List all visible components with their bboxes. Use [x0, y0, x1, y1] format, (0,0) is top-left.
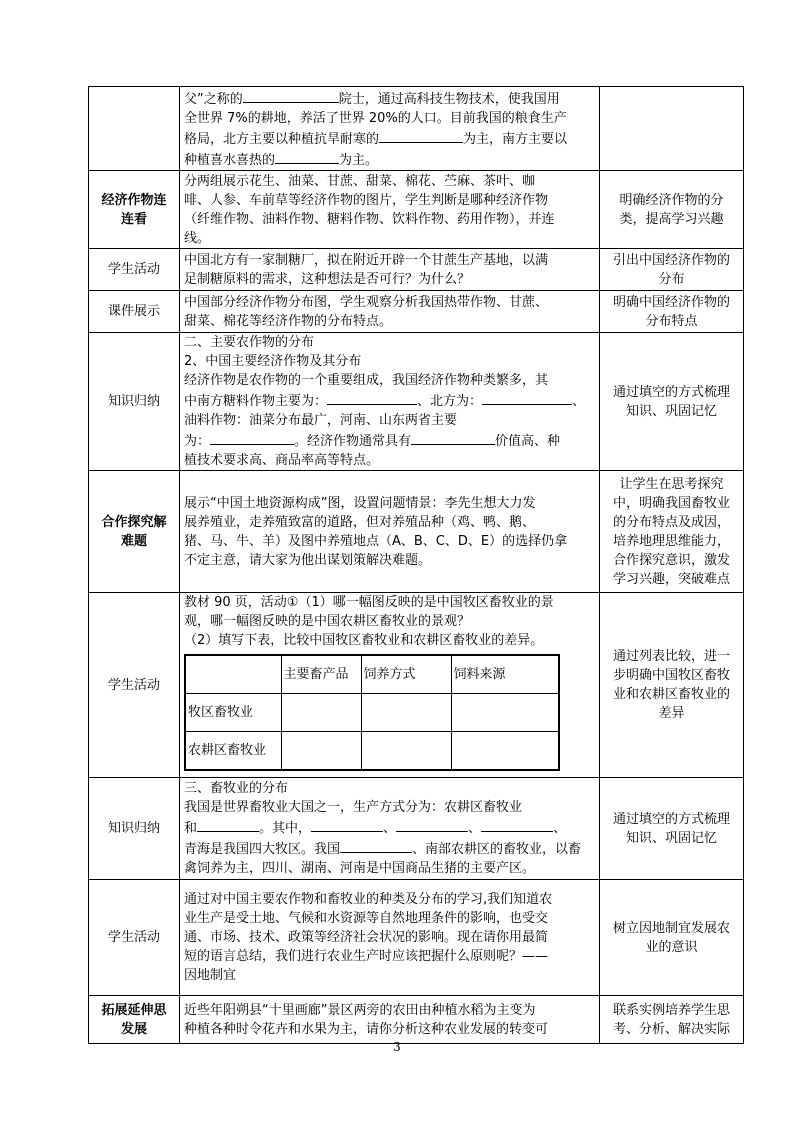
comparison-row-label: 牧区畜牧业 — [185, 694, 281, 732]
section-label: 知识归纳 — [107, 821, 160, 836]
table-row — [89, 171, 744, 249]
table-row — [89, 333, 744, 471]
design-intent-line: 业和农耕区畜牧业的 — [612, 687, 730, 702]
text-line — [184, 390, 595, 411]
comparison-answer-cell[interactable] — [361, 694, 451, 732]
design-intent-cell — [600, 471, 744, 593]
text-segment: 2、中国主要经济作物及其分布 — [184, 354, 362, 369]
lesson-plan-table — [88, 86, 744, 1044]
design-intent-cell — [600, 87, 744, 171]
comparison-answer-cell[interactable] — [361, 732, 451, 771]
design-intent-cell — [600, 593, 744, 778]
fill-in-blank[interactable] — [327, 390, 417, 405]
text-segment: 。其中， — [259, 821, 312, 836]
text-segment: 院士，通过高科技生物技术，使我国用 — [338, 91, 560, 107]
text-line — [184, 513, 595, 532]
text-line — [184, 494, 595, 513]
activity-content-cell — [180, 171, 600, 249]
design-intent-line: 步明确中国牧区畜牧 — [612, 668, 730, 683]
text-segment: 通、市场、技术、政策等经济社会状况的影响。现在请你用最简 — [184, 930, 549, 945]
text-line — [184, 191, 595, 210]
section-label-cell — [89, 249, 180, 291]
table-row — [89, 778, 744, 880]
section-label: 合作探究解 难题 — [101, 514, 167, 549]
table-row — [89, 291, 744, 333]
text-segment: 二、主要农作物的分布 — [184, 335, 315, 350]
comparison-answer-cell[interactable] — [281, 732, 361, 771]
text-line — [184, 612, 595, 631]
design-intent-line: 差异 — [658, 706, 685, 721]
text-line — [184, 532, 595, 551]
comparison-table — [184, 654, 560, 771]
text-segment: 短的语言总结，我们进行农业生产时应该把握什么原则呢？—— — [184, 949, 549, 964]
design-intent-cell — [600, 333, 744, 471]
text-segment: 为主。 — [339, 152, 379, 168]
text-line — [184, 430, 595, 451]
fill-in-blank[interactable] — [197, 817, 259, 832]
section-label-cell — [89, 593, 180, 778]
text-line — [184, 928, 595, 947]
text-segment: 中国北方有一家制糖厂，拟在附近开辟一个甘蔗生产基地，以满 — [184, 252, 549, 268]
design-intent-line: 通过填空的方式梳理 — [612, 811, 730, 827]
text-line — [184, 371, 595, 390]
fill-in-blank[interactable] — [275, 149, 339, 164]
text-line — [184, 947, 595, 966]
activity-content-cell — [180, 880, 600, 996]
text-line — [184, 333, 595, 352]
text-segment: 青海是我国四大牧区。我国 — [184, 842, 341, 857]
text-segment: 、 — [468, 821, 482, 836]
design-intent-line: 的分布特点及成因， — [612, 514, 730, 530]
design-intent-line: 中，明确我国畜牧业 — [612, 495, 730, 511]
text-segment: 、 — [553, 821, 567, 836]
text-segment: 为： — [184, 434, 211, 449]
activity-content-cell — [180, 593, 600, 778]
table-row — [89, 87, 744, 171]
fill-in-blank[interactable] — [396, 817, 468, 832]
design-intent-line: 分布特点 — [645, 313, 698, 329]
text-segment: 全世界 7%的耕地，养活了世界 20%的人口。目前我国的粮食生产 — [184, 110, 567, 126]
text-segment: 、 — [383, 821, 397, 836]
text-segment: 父”之称的 — [184, 91, 243, 107]
text-segment: 通过对中国主要农作物和畜牧业的种类及分布的学习,我们知道农 — [184, 892, 553, 907]
fill-in-blank[interactable] — [340, 838, 412, 853]
table-row — [89, 996, 744, 1044]
text-segment: 中南方糖料作物主要为： — [184, 394, 328, 409]
design-intent-cell — [600, 778, 744, 880]
fill-in-blank[interactable] — [311, 817, 383, 832]
fill-in-blank[interactable] — [411, 430, 495, 445]
fill-in-blank[interactable] — [210, 430, 294, 445]
page-number: 3 — [393, 1040, 401, 1054]
text-segment: 分两组展示花生、油菜、甘蔗、甜菜、棉花、苎麻、茶叶、咖 — [184, 173, 536, 189]
text-line — [184, 251, 595, 270]
text-line — [184, 109, 595, 128]
section-label: 学生活动 — [107, 677, 160, 693]
design-intent-cell — [600, 249, 744, 291]
text-line — [184, 352, 595, 371]
text-segment: 甜菜、棉花等经济作物的分布特点。 — [184, 313, 393, 329]
text-line — [184, 1001, 595, 1020]
text-line — [184, 229, 595, 248]
design-intent-cell — [600, 171, 744, 249]
table-row — [89, 593, 744, 778]
text-segment: 近些年阳朔县“十里画廊”景区两旁的农田由种植水稻为主变为 — [184, 1002, 536, 1018]
section-label: 课件展示 — [107, 304, 160, 319]
text-line — [184, 779, 595, 798]
text-line — [184, 293, 595, 312]
comparison-header-cell: 主要畜产品 — [281, 655, 361, 694]
design-intent-line: 树立因地制宜发展农 — [612, 920, 730, 936]
section-label: 学生活动 — [107, 930, 160, 945]
section-label-cell — [89, 87, 180, 171]
text-line — [184, 966, 595, 985]
text-segment: 植技术要求高、商品率高等特点。 — [184, 453, 380, 468]
design-intent-line: 明确经济作物的分 — [619, 192, 724, 208]
design-intent-line: 类，提高学习兴趣 — [619, 211, 724, 227]
comparison-answer-cell[interactable] — [281, 694, 361, 732]
text-segment: 猪、马、牛、羊）及图中养殖地点（A、B、C、D、E）的选择仍拿 — [184, 533, 568, 549]
comparison-answer-cell[interactable] — [451, 732, 559, 771]
fill-in-blank[interactable] — [379, 128, 463, 143]
section-label-cell — [89, 171, 180, 249]
section-label: 拓展延伸思 发展 — [101, 1002, 167, 1037]
text-segment: 中国部分经济作物分布图，学生观察分析我国热带作物、甘蔗、 — [184, 294, 549, 310]
text-segment: 线。 — [184, 230, 211, 246]
text-line — [184, 817, 595, 838]
text-segment: （纤维作物、油料作物、糖料作物、饮料作物、药用作物），并连 — [184, 211, 555, 227]
text-segment: 种植喜水喜热的 — [184, 152, 276, 168]
text-segment: 教材 90 页，活动①（1）哪一幅图反映的是中国牧区畜牧业的景 — [184, 595, 554, 610]
design-intent-line: 引出中国经济作物的 — [612, 252, 730, 268]
text-line — [184, 838, 595, 859]
section-label-cell — [89, 996, 180, 1044]
section-label-cell — [89, 778, 180, 880]
text-line — [184, 859, 595, 878]
comparison-header-row — [185, 655, 559, 694]
design-intent-line: 考、分析、解决实际 — [612, 1021, 730, 1037]
text-segment: 。经济作物通常具有 — [294, 434, 412, 449]
fill-in-blank[interactable] — [481, 817, 553, 832]
text-segment: 三、畜牧业的分布 — [184, 781, 289, 796]
comparison-header-cell: 饲养方式 — [361, 655, 451, 694]
fill-in-blank[interactable] — [482, 390, 572, 405]
design-intent-line: 通过列表比较，进一 — [612, 649, 730, 664]
text-segment: 展示“中国土地资源构成”图，设置问题情景：李先生想大力发 — [184, 495, 536, 511]
text-line — [184, 798, 595, 817]
comparison-row — [185, 732, 559, 771]
design-intent-line: 业的意识 — [645, 939, 698, 955]
activity-content-cell — [180, 249, 600, 291]
design-intent-cell — [600, 291, 744, 333]
text-segment: （2）填写下表，比较中国牧区畜牧业和农耕区畜牧业的差异。 — [184, 633, 544, 648]
text-line — [184, 551, 595, 570]
table-row — [89, 249, 744, 291]
text-segment: 油料作物：油菜分布最广，河南、山东两省主要 — [184, 413, 458, 428]
comparison-answer-cell[interactable] — [451, 694, 559, 732]
section-label: 学生活动 — [107, 262, 160, 277]
table-row — [89, 471, 744, 593]
text-segment: 和 — [184, 821, 198, 836]
design-intent-line: 培养地理思维能力， — [612, 533, 730, 549]
text-segment: 业生产是受土地、气候和水资源等自然地理条件的影响，也受交 — [184, 911, 549, 926]
text-segment: 因地制宜 — [184, 968, 237, 983]
activity-content-cell — [180, 996, 600, 1044]
text-segment: 经济作物是农作物的一个重要组成，我国经济作物种类繁多，其 — [184, 373, 549, 388]
comparison-row-label: 农耕区畜牧业 — [185, 732, 281, 771]
text-segment: 种植各种时令花卉和水果为主，请你分析这种农业发展的转变可 — [184, 1021, 549, 1037]
section-label-cell — [89, 471, 180, 593]
design-intent-line: 通过填空的方式梳理 — [612, 384, 730, 400]
comparison-header-cell — [185, 655, 281, 694]
text-segment: 观，哪一幅图反映的是中国农耕区畜牧业的景观？ — [184, 614, 471, 629]
text-line — [184, 149, 595, 170]
text-segment: 禽饲养为主，四川、湖南、河南是中国商品生猪的主要产区。 — [184, 861, 536, 876]
design-intent-line: 明确中国经济作物的 — [612, 294, 730, 310]
text-segment: 格局，北方主要以种植抗旱耐寒的 — [184, 131, 380, 147]
design-intent-line: 联系实例培养学生思 — [612, 1002, 730, 1018]
text-line — [184, 890, 595, 909]
text-segment: 展养殖业，走养殖致富的道路，但对养殖品种（鸡、鸭、鹅、 — [184, 514, 536, 530]
design-intent-line: 知识、巩固记忆 — [625, 830, 717, 846]
section-label-cell — [89, 333, 180, 471]
fill-in-blank[interactable] — [243, 88, 339, 103]
section-label: 知识归纳 — [107, 394, 160, 409]
text-segment: 足制糖原料的需求，这种想法是否可行？为什么？ — [184, 271, 471, 287]
text-line — [184, 909, 595, 928]
table-row — [89, 880, 744, 996]
text-segment: 为主，南方主要以 — [463, 131, 568, 147]
text-line — [184, 312, 595, 331]
text-segment: 、北方为： — [417, 394, 483, 409]
design-intent-line: 合作探究意识，激发 — [612, 552, 730, 568]
text-line — [184, 631, 595, 650]
activity-content-cell — [180, 778, 600, 880]
activity-content-cell — [180, 471, 600, 593]
text-line — [184, 128, 595, 149]
comparison-row — [185, 694, 559, 732]
text-segment: 、南部农耕区的畜牧业，以畜 — [412, 842, 582, 857]
design-intent-line: 知识、巩固记忆 — [625, 403, 717, 419]
section-label-cell — [89, 291, 180, 333]
design-intent-cell — [600, 996, 744, 1044]
design-intent-line: 分布 — [658, 271, 685, 287]
text-segment: 、 — [572, 394, 586, 409]
design-intent-line: 学习兴趣，突破难点 — [612, 571, 730, 587]
text-segment: 不定主意，请大家为他出谋划策解决难题。 — [184, 552, 432, 568]
text-line — [184, 451, 595, 470]
activity-content-cell — [180, 87, 600, 171]
text-line — [184, 593, 595, 612]
activity-content-cell — [180, 333, 600, 471]
section-label: 经济作物连 连看 — [101, 192, 167, 227]
text-line — [184, 411, 595, 430]
design-intent-cell — [600, 880, 744, 996]
text-segment: 啡、人参、车前草等经济作物的图片，学生判断是哪种经济作物 — [184, 192, 549, 208]
text-segment: 价值高、种 — [495, 434, 561, 449]
comparison-header-cell: 饲料来源 — [451, 655, 559, 694]
activity-content-cell — [180, 291, 600, 333]
text-line — [184, 210, 595, 229]
design-intent-line: 让学生在思考探究 — [619, 476, 724, 492]
section-label-cell — [89, 880, 180, 996]
text-line — [184, 88, 595, 109]
text-line — [184, 270, 595, 289]
text-segment: 我国是世界畜牧业大国之一，生产方式分为：农耕区畜牧业 — [184, 800, 523, 815]
text-line — [184, 1020, 595, 1039]
text-line — [184, 172, 595, 191]
